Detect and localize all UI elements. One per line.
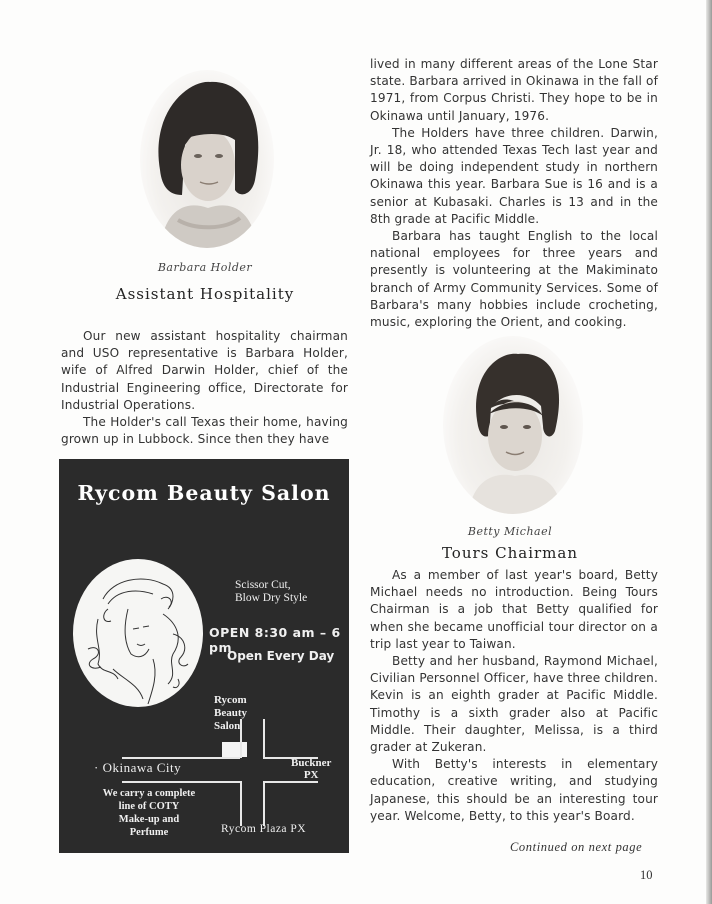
paragraph: The Holders have three children. Darwin, Jr. 18, who attended Texas Tech last year and will be doing independent study in northern Okinawa this year. Barbara Sue is 16 and is a senior at Kubasaki. Charles is 13 and in the 8th grade at Pacific Middle.	[370, 125, 658, 226]
map-road	[263, 781, 265, 826]
map-road	[240, 781, 242, 826]
page-edge	[706, 0, 712, 904]
map-label-line: Beauty	[214, 707, 247, 719]
map-label-line: PX	[303, 769, 319, 781]
barbara-holder-article-right	[370, 56, 658, 331]
paragraph: As a member of last year's board, Betty Michael needs no introduction. Being Tours Chairman is a job that Betty qualified for when she became unofficial tour director on a trip last year to Taiwan.	[370, 568, 658, 651]
paragraph: Barbara has taught English to the local national employees for three years and presently is volunteering at the Makiminato branch of Army Community Services. Some of Barbara's many hobbies include crocheting, music, exploring the Orient, and cooking.	[370, 229, 658, 330]
slogan-line: Scissor Cut,	[235, 579, 291, 591]
map-road	[122, 781, 240, 783]
betty-michael-portrait	[443, 336, 583, 514]
betty-michael-signature: Betty Michael	[467, 525, 553, 538]
page-number: 10	[640, 868, 653, 882]
barbara-holder-signature: Barbara Holder	[157, 261, 253, 274]
assistant-hospitality-title: Assistant Hospitality	[115, 285, 295, 303]
coty-line: Make-up and	[118, 814, 180, 825]
map-road	[263, 781, 318, 783]
map-salon-label	[214, 694, 247, 733]
portrait-photo-icon	[140, 70, 274, 248]
paragraph: Betty and her husband, Raymond Michael, Civilian Personnel Officer, have three children. Kevin is an eighth grader at Pacific Middle. Timothy is a sixth grader also at Pacific Middle. Their daughter, Melissa, is a third grader at Zukeran.	[370, 654, 658, 755]
map-label-line: Buckner	[291, 757, 332, 769]
ad-slogan	[235, 579, 307, 605]
ad-open-days: Open Every Day	[227, 649, 335, 663]
map-plaza-px-label: Rycom Plaza PX	[221, 823, 307, 835]
slogan-line: Blow Dry Style	[235, 592, 308, 604]
map-road	[240, 719, 242, 758]
woman-drawing-icon	[73, 559, 203, 707]
barbara-holder-portrait	[140, 70, 274, 248]
map-buckner-px-label	[291, 757, 331, 781]
paragraph: The Holder's call Texas their home, having grown up in Lubbock. Since then they have	[61, 415, 348, 447]
coty-line: We carry a complete	[102, 788, 196, 799]
map-road	[122, 757, 240, 759]
paragraph: Our new assistant hospitality chairman and USO representative is Barbara Holder, wife of Alfred Darwin Holder, chief of the Industrial Engineering office, Directorate for Industrial Operations.	[61, 329, 348, 412]
rycom-beauty-salon-ad	[59, 459, 349, 853]
coty-line: Perfume	[129, 827, 169, 838]
map-road	[263, 719, 265, 758]
continued-on-next-page: Continued on next page	[510, 840, 643, 854]
map-label-line: Rycom	[214, 694, 247, 706]
map-label-line: Salon	[214, 720, 241, 732]
tours-chairman-title: Tours Chairman	[441, 544, 579, 562]
ad-coty-text	[89, 787, 209, 839]
barbara-holder-article-left	[61, 328, 348, 448]
ad-hours: OPEN 8:30 am – 6 pm	[209, 625, 341, 655]
portrait-photo-icon	[443, 336, 583, 514]
coty-line: line of COTY	[118, 801, 180, 812]
paragraph: lived in many different areas of the Lone Star state. Barbara arrived in Okinawa in the fall of 1971, from Corpus Christi. They hope to be in Okinawa until January, 1976.	[370, 57, 658, 123]
betty-michael-article	[370, 567, 658, 825]
paragraph: With Betty's interests in elementary education, creative writing, and studying Japanese, this should be an interesting tour year. Welcome, Betty, to this year's Board.	[370, 757, 658, 823]
ad-title: Rycom Beauty Salon	[77, 481, 331, 505]
map-city-label: · Okinawa City	[94, 760, 182, 775]
salon-location-marker	[222, 742, 247, 757]
